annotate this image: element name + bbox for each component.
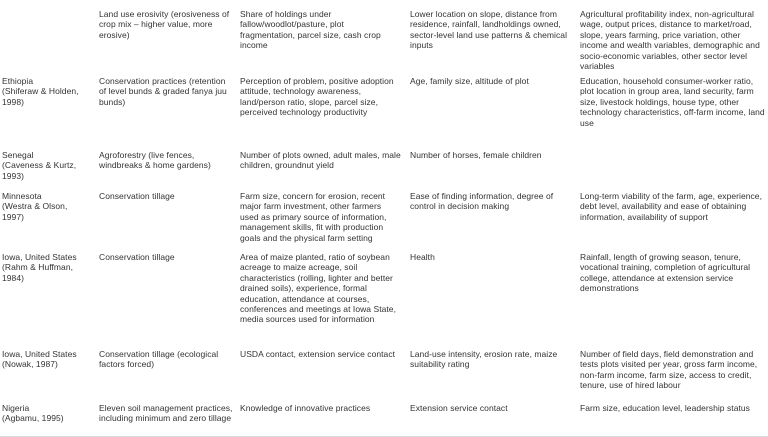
variables-cell-b: Age, family size, altitude of plot	[410, 76, 529, 86]
variables-cell-a: USDA contact, extension service contact	[240, 349, 396, 359]
variables-cell-b: Health	[410, 252, 435, 262]
variables-cell-c: Agricultural profitability index, non-agricultural wage, output prices, distance to market/road, slope, years farming, price variation, other income and wealth variables, demographic and socio-economic variables, other sector level variables	[580, 9, 760, 72]
variables-cell-b: Extension service contact	[410, 403, 508, 413]
table-row	[0, 150, 768, 191]
variables-cell-a: Number of plots owned, adult males, male children, groundnut yield	[240, 150, 401, 171]
practice-cell: Conservation tillage	[99, 252, 175, 262]
study-location: Minnesota	[2, 191, 42, 201]
study-location: Iowa, United States	[2, 252, 77, 262]
variables-cell-c	[578, 150, 768, 191]
study-cell	[0, 191, 97, 252]
study-cell	[0, 349, 97, 403]
variables-cell-a: Area of maize planted, ratio of soybean acreage to maize acreage, soil characteristics (rolling, lighter and better drained soils), experience, formal education, attendance at courses, conferences and meetings at Iowa State, media sources used for information	[240, 252, 396, 325]
variables-cell-a: Farm size, concern for erosion, recent major farm investment, other farmers used as primary source of information, management skills, fit with production goals and the physical farm setting	[240, 191, 387, 243]
study-variables-table	[0, 9, 768, 436]
table-row	[0, 9, 768, 76]
practice-cell: Conservation tillage	[99, 191, 175, 201]
study-location: Iowa, United States	[2, 349, 77, 359]
variables-cell-a: Knowledge of innovative practices	[240, 403, 371, 413]
variables-cell-c: Education, household consumer-worker ratio, plot location in group area, land security, farm size, livestock holdings, house type, other technology characteristics, off-farm income, land use	[580, 76, 765, 128]
study-citation: (Rahm & Huffman, 1984)	[2, 262, 74, 283]
practice-cell: Agroforestry (live fences, windbreaks & home gardens)	[99, 150, 211, 171]
practice-cell: Conservation tillage (ecological factors forced)	[99, 349, 219, 370]
study-cell	[0, 252, 97, 349]
study-cell	[0, 403, 97, 436]
practice-cell: Eleven soil management practices, including minimum and zero tillage	[99, 403, 233, 424]
variables-cell-c: Farm size, education level, leadership status	[580, 403, 750, 413]
variables-cell-c: Long-term viability of the farm, age, experience, debt level, availability and ease of obtaining information, availability of support	[580, 191, 762, 222]
table-row	[0, 252, 768, 349]
table-row	[0, 403, 768, 436]
study-citation: (Caveness & Kurtz, 1993)	[2, 160, 77, 181]
variables-cell-b: Land-use intensity, erosion rate, maize suitability rating	[410, 349, 558, 370]
study-cell	[0, 76, 97, 150]
variables-cell-a: Share of holdings under fallow/woodlot/pasture, plot fragmentation, parcel size, cash crop income	[240, 9, 381, 51]
study-citation: (Shiferaw & Holden, 1998)	[2, 86, 79, 107]
variables-cell-c: Rainfall, length of growing season, tenure, vocational training, completion of agricultural college, attendance at extension service demonstrations	[580, 252, 751, 294]
study-cell	[0, 9, 97, 76]
variables-cell-a: Perception of problem, positive adoption attitude, technology awareness, land/person ratio, slope, parcel size, perceived technology productivity	[240, 76, 394, 118]
study-citation: (Agbamu, 1995)	[2, 413, 64, 424]
practice-cell: Land use erosivity (erosiveness of crop mix – higher value, more erosive)	[99, 9, 230, 40]
table-row	[0, 349, 768, 403]
variables-cell-c: Number of field days, field demonstration and tests plots visited per year, gross farm income, non-farm income, farm size, access to credit, tenure, use of hired labour	[580, 349, 758, 391]
study-cell	[0, 150, 97, 191]
study-citation: (Nowak, 1987)	[2, 359, 58, 370]
variables-cell-b: Ease of finding information, degree of control in decision making	[410, 191, 554, 212]
variables-cell-b: Number of horses, female children	[410, 150, 542, 160]
study-location: Nigeria	[2, 403, 30, 413]
study-citation: (Westra & Olson, 1997)	[2, 201, 68, 222]
variables-cell-b: Lower location on slope, distance from residence, rainfall, landholdings owned, sector-level land use patterns & chemical inputs	[410, 9, 568, 51]
study-location: Ethiopia	[2, 76, 34, 86]
table-row	[0, 76, 768, 150]
table-row	[0, 191, 768, 252]
practice-cell: Conservation practices (retention of level bunds & graded fanya juu bunds)	[99, 76, 227, 107]
study-location: Senegal	[2, 150, 34, 160]
